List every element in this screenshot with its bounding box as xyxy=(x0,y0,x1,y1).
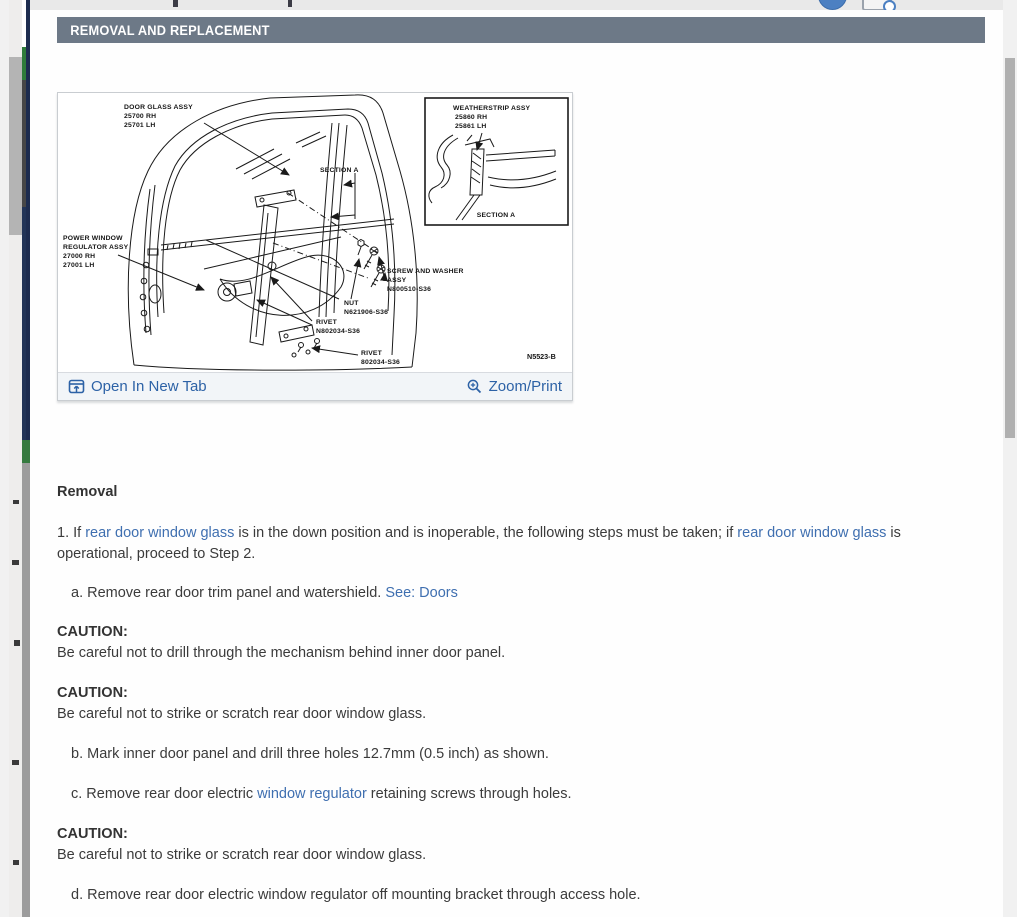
caution-heading: CAUTION: xyxy=(57,624,128,640)
text-segment: c. Remove rear door electric xyxy=(71,786,258,802)
label-rivet1-line2: N802034-S36 xyxy=(316,328,361,335)
scrollbar-thumb[interactable] xyxy=(1005,58,1015,438)
label-nut-line2: N621906-S36 xyxy=(344,309,389,316)
step-1d: d. Remove rear door electric window regulator off mounting bracket through access hole. xyxy=(71,887,641,903)
occluded-text-fragment xyxy=(12,760,19,765)
zoom-print-link[interactable] xyxy=(466,378,562,395)
open-in-new-tab-link[interactable] xyxy=(68,378,207,395)
window-regulator-link[interactable]: window regulator xyxy=(257,786,367,802)
step-1b: b. Mark inner door panel and drill three holes 12.7mm (0.5 inch) as shown. xyxy=(71,746,549,762)
occluded-text-fragment xyxy=(13,500,19,504)
text-segment: is operational, proceed to Step 2. xyxy=(57,525,901,562)
occluded-text-fragment xyxy=(14,640,20,646)
zoom-icon xyxy=(466,378,483,395)
step-1a xyxy=(71,583,458,604)
label-screw-line1: SCREW AND WASHER xyxy=(387,268,464,275)
step-1c xyxy=(71,784,572,805)
background-scrollbar-track-left[interactable] xyxy=(0,0,9,917)
label-screw-line2: ASSY xyxy=(387,277,407,284)
label-nut-line1: NUT xyxy=(344,300,359,307)
cutoff-text-fragment xyxy=(288,0,292,7)
text-segment: a. Remove rear door trim panel and watershield. xyxy=(71,585,386,601)
rear-door-window-glass-link[interactable]: rear door window glass xyxy=(737,525,887,541)
occluded-window-sliver xyxy=(22,440,30,463)
label-door-glass-line2: 25700 RH xyxy=(124,113,157,120)
label-weatherstrip-line2: 25860 RH xyxy=(455,114,488,121)
caution-heading: CAUTION: xyxy=(57,826,128,842)
text-segment: retaining screws through holes. xyxy=(366,786,572,802)
figure-widget xyxy=(57,92,573,401)
door-line-art xyxy=(128,95,417,370)
label-rivet2-line2: 802034-S36 xyxy=(361,359,401,366)
caution-text: Be careful not to strike or scratch rear door window glass. xyxy=(57,706,427,722)
caution-heading: CAUTION: xyxy=(57,685,128,701)
weatherstrip-inset xyxy=(425,98,568,225)
open-in-new-tab-icon xyxy=(68,378,85,395)
occluded-window-sliver xyxy=(22,463,30,917)
figure-footer xyxy=(58,372,572,400)
label-inset-section-a: SECTION A xyxy=(476,212,516,219)
door-assembly-diagram xyxy=(58,93,572,372)
label-power-window-line1: POWER WINDOW xyxy=(63,235,123,242)
zoom-print-label: Zoom/Print xyxy=(488,378,562,395)
label-power-window-line2: REGULATOR ASSY xyxy=(63,244,129,251)
label-power-window-line3: 27000 RH xyxy=(63,253,96,260)
user-avatar-icon[interactable] xyxy=(818,0,847,10)
text-segment: 1. If xyxy=(57,525,86,541)
caution-text: Be careful not to drill through the mechanism behind inner door panel. xyxy=(57,645,506,661)
background-scrollbar-thumb-left[interactable] xyxy=(9,57,22,235)
label-rivet1-line1: RIVET xyxy=(316,319,338,326)
step-1 xyxy=(57,523,969,565)
removal-heading: Removal xyxy=(57,484,118,500)
text-segment: is in the down position and is inoperable, the following steps must be taken; if xyxy=(234,525,738,541)
caution-text: Be careful not to strike or scratch rear door window glass. xyxy=(57,847,427,863)
label-weatherstrip-line1: WEATHERSTRIP ASSY xyxy=(453,105,531,112)
label-rivet2-line1: RIVET xyxy=(361,350,383,357)
see-doors-link[interactable]: See: Doors xyxy=(385,585,458,601)
label-power-window-line4: 27001 LH xyxy=(63,262,95,269)
cutoff-text-fragment xyxy=(173,0,178,7)
figure-code: N5523-B xyxy=(527,352,556,361)
label-door-glass-line3: 25701 LH xyxy=(124,122,156,129)
label-door-glass-line1: DOOR GLASS ASSY xyxy=(124,104,193,111)
section-header-bar xyxy=(57,17,985,43)
article-pane xyxy=(30,10,1003,917)
section-title: REMOVAL AND REPLACEMENT xyxy=(70,22,270,38)
label-weatherstrip-line3: 25861 LH xyxy=(455,123,487,130)
occluded-text-fragment xyxy=(12,560,19,565)
label-section-a: SECTION A xyxy=(320,167,359,174)
rear-door-window-glass-link[interactable]: rear door window glass xyxy=(85,525,235,541)
label-screw-line3: N800510-S36 xyxy=(387,286,432,293)
open-in-new-tab-label: Open In New Tab xyxy=(91,378,207,395)
occluded-text-fragment xyxy=(13,860,19,865)
